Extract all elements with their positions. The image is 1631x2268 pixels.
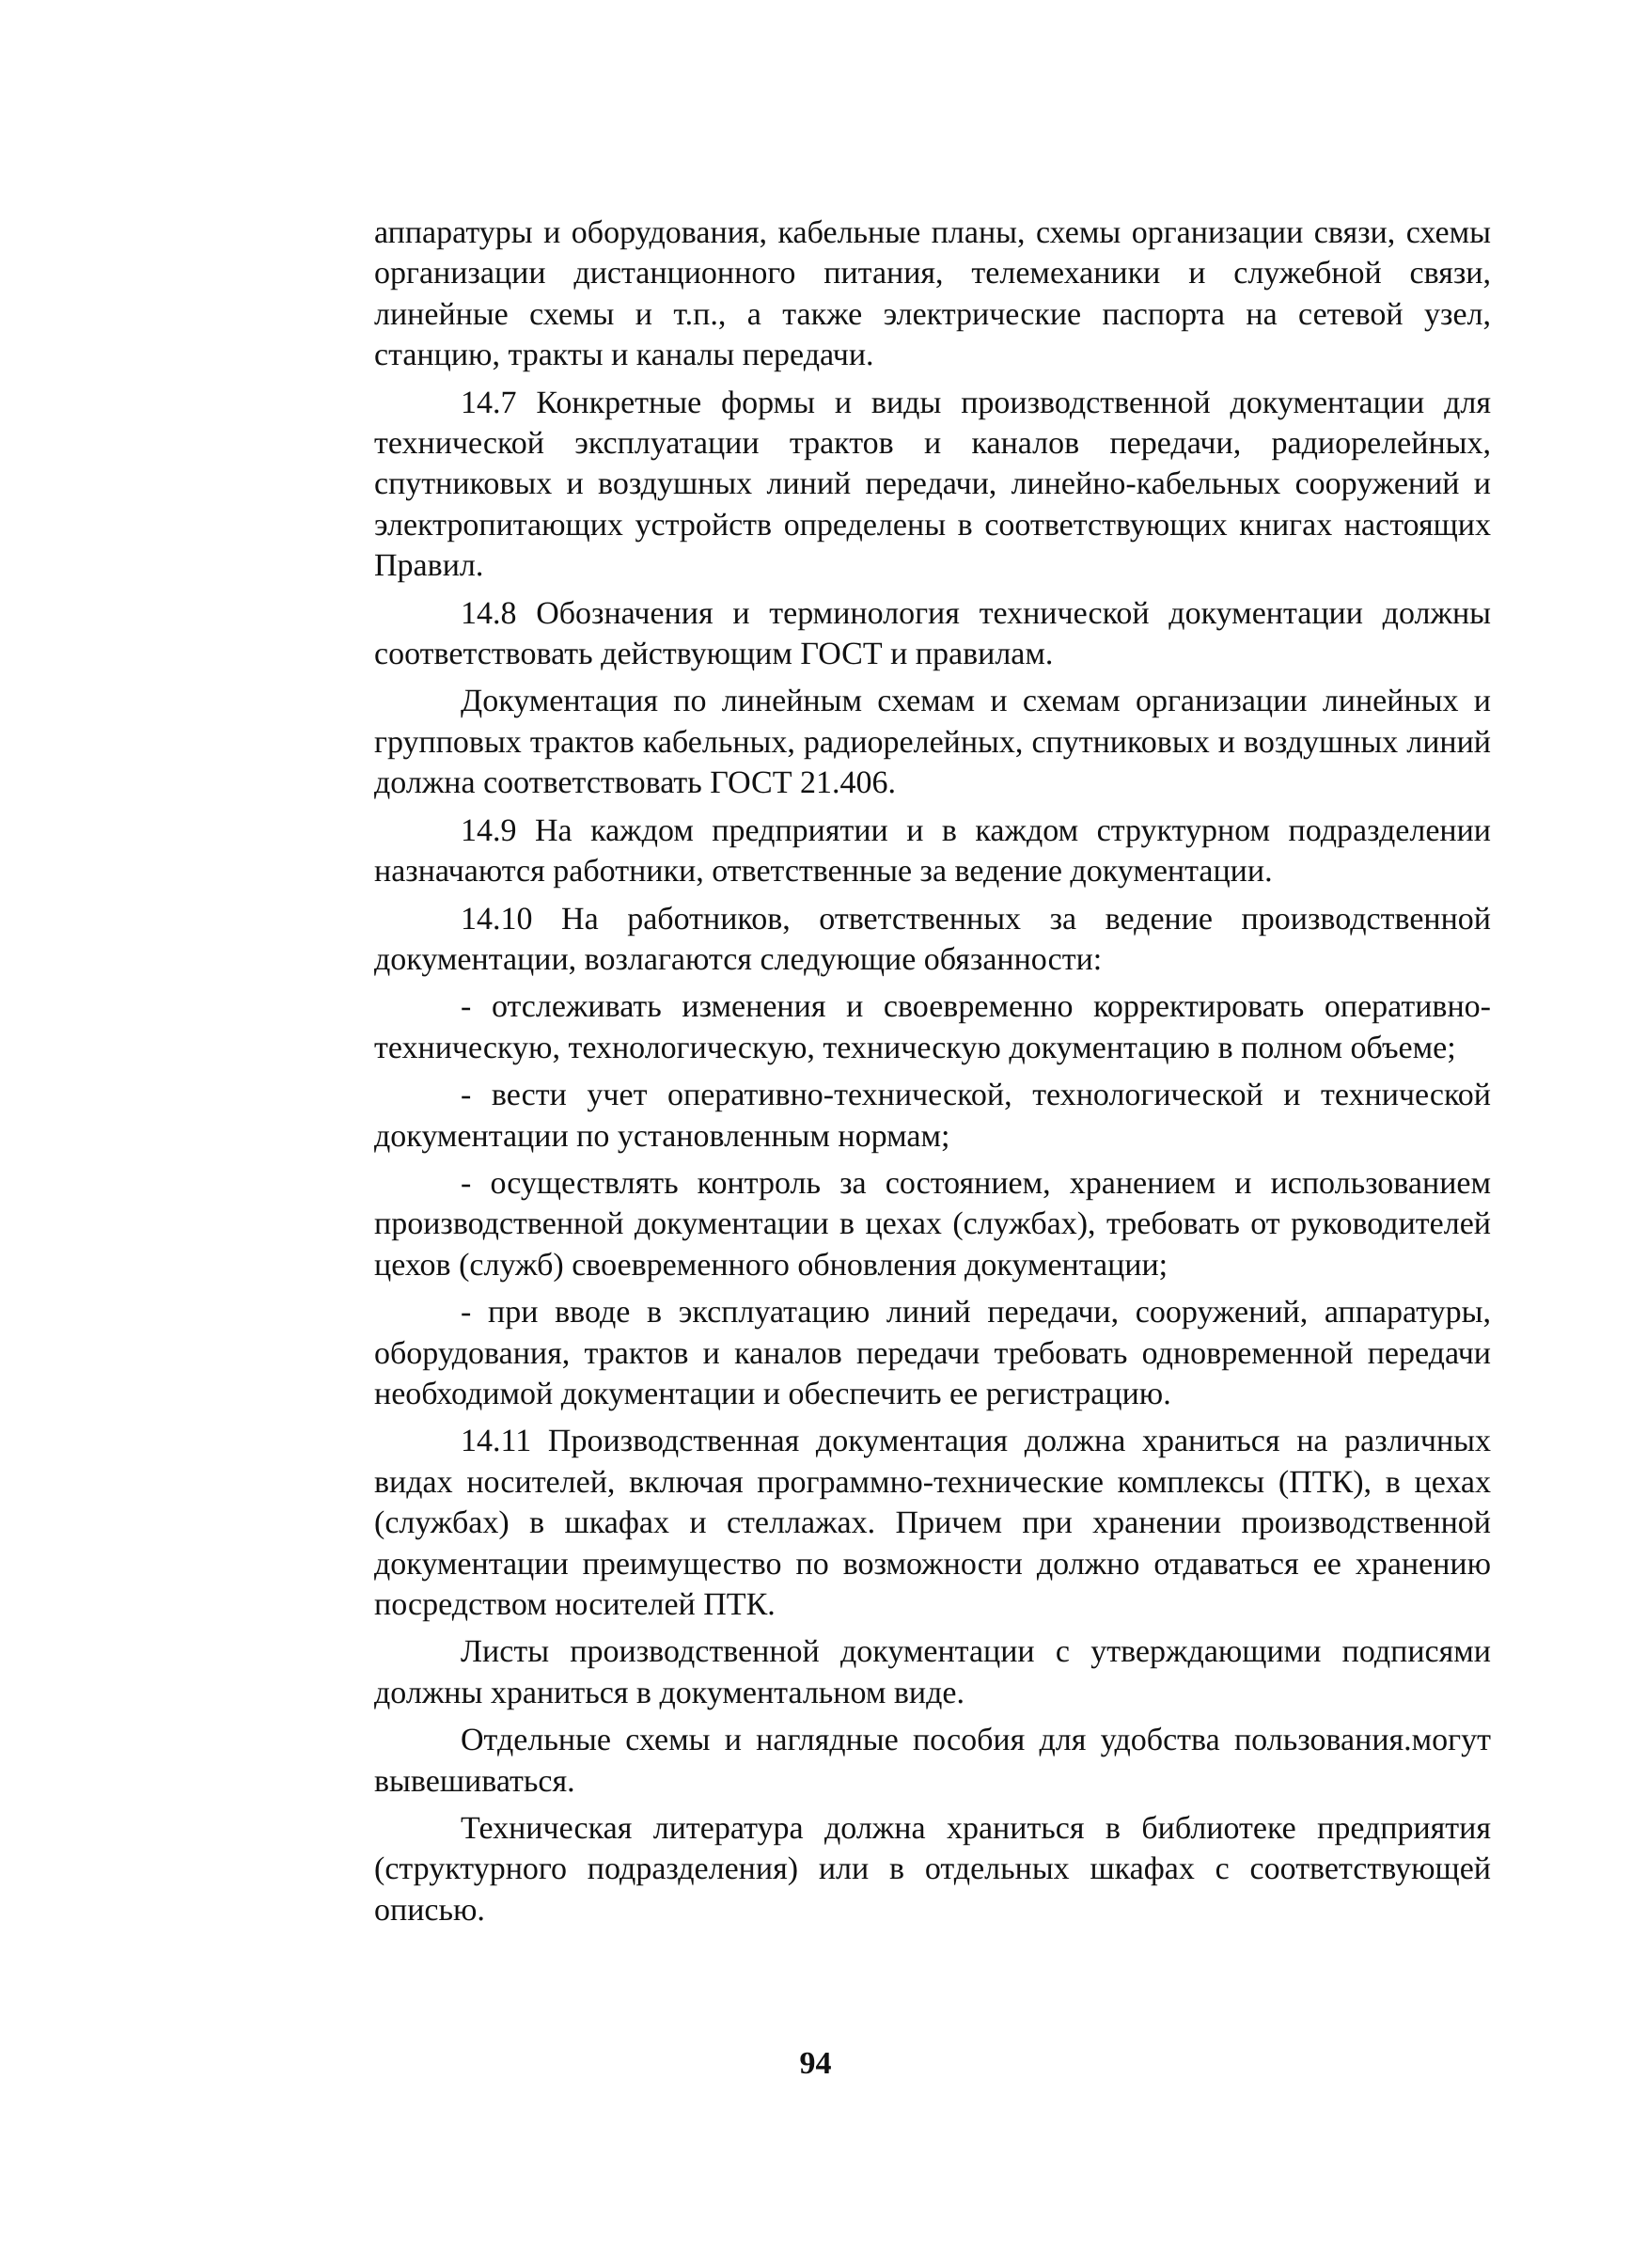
page-number: 94 <box>799 2046 832 2081</box>
duty-item-1: - отслеживать изменения и своевременно корректировать оперативно-техническую, технологическую, техническую документацию в полном объеме; <box>374 989 1491 1065</box>
paragraph-technical-literature: Техническая литература должна храниться в библиотеке предприятия (структурного подразделения) или в отдельных шкафах с соответствующей описью. <box>374 1811 1491 1928</box>
duty-item-2: - вести учет оперативно-технической, технологической и технической документации по установленным нормам; <box>374 1078 1491 1154</box>
paragraph-gost-21-406: Документация по линейным схемам и схемам организации линейных и групповых трактов кабельных, радиорелейных, спутниковых и воздушных линий должна соответствовать ГОСТ 21.406. <box>374 684 1491 801</box>
paragraph-14-10: 14.10 На работников, ответственных за ведение производственной документации, возлагаются следующие обязанности: <box>374 901 1491 977</box>
body-text <box>374 213 1491 1937</box>
paragraph-14-9: 14.9 На каждом предприятии и в каждом структурном подразделении назначаются работники, ответственные за ведение документации. <box>374 812 1491 890</box>
paragraph-14-11: 14.11 Производственная документация должна храниться на различных видах носителей, включая программно-технические комплексы (ПТК), в цехах (службах) в шкафах и стеллажах. Причем при хранении производственной документации преимущество по возможности должно отдаваться ее хранению посредством носителей ПТК. <box>374 1424 1491 1622</box>
duty-item-3: - осуществлять контроль за состоянием, хранением и использованием производственной документации в цехах (службах), требовать от руководителей цехов (служб) своевременного обновления документации; <box>374 1165 1491 1283</box>
paragraph-14-8: 14.8 Обозначения и терминология технической документации должны соответствовать действующим ГОСТ и правилам. <box>374 595 1491 672</box>
paragraph-schemes: Отдельные схемы и наглядные пособия для удобства пользования.могут вывешиваться. <box>374 1723 1491 1799</box>
paragraph-signed-sheets: Листы производственной документации с утверждающими подписями должны храниться в документальном виде. <box>374 1634 1491 1710</box>
paragraph-14-7: 14.7 Конкретные формы и виды производственной документации для технической эксплуатации трактов и каналов передачи, радиорелейных, спутниковых и воздушных линий передачи, линейно-кабельных сооружений и электропитающих устройств определены в соответствующих книгах настоящих Правил. <box>374 385 1491 584</box>
duty-item-4: - при вводе в эксплуатацию линий передачи, сооружений, аппаратуры, оборудования, трактов и каналов передачи требовать одновременной передачи необходимой документации и обеспечить ее регистрацию. <box>374 1295 1491 1411</box>
paragraph-continuation: аппаратуры и оборудования, кабельные планы, схемы организации связи, схемы организации дистанционного питания, телемеханики и служебной связи, линейные схемы и т.п., а также электрические паспорта на сетевой узел, станцию, тракты и каналы передачи. <box>374 215 1491 373</box>
